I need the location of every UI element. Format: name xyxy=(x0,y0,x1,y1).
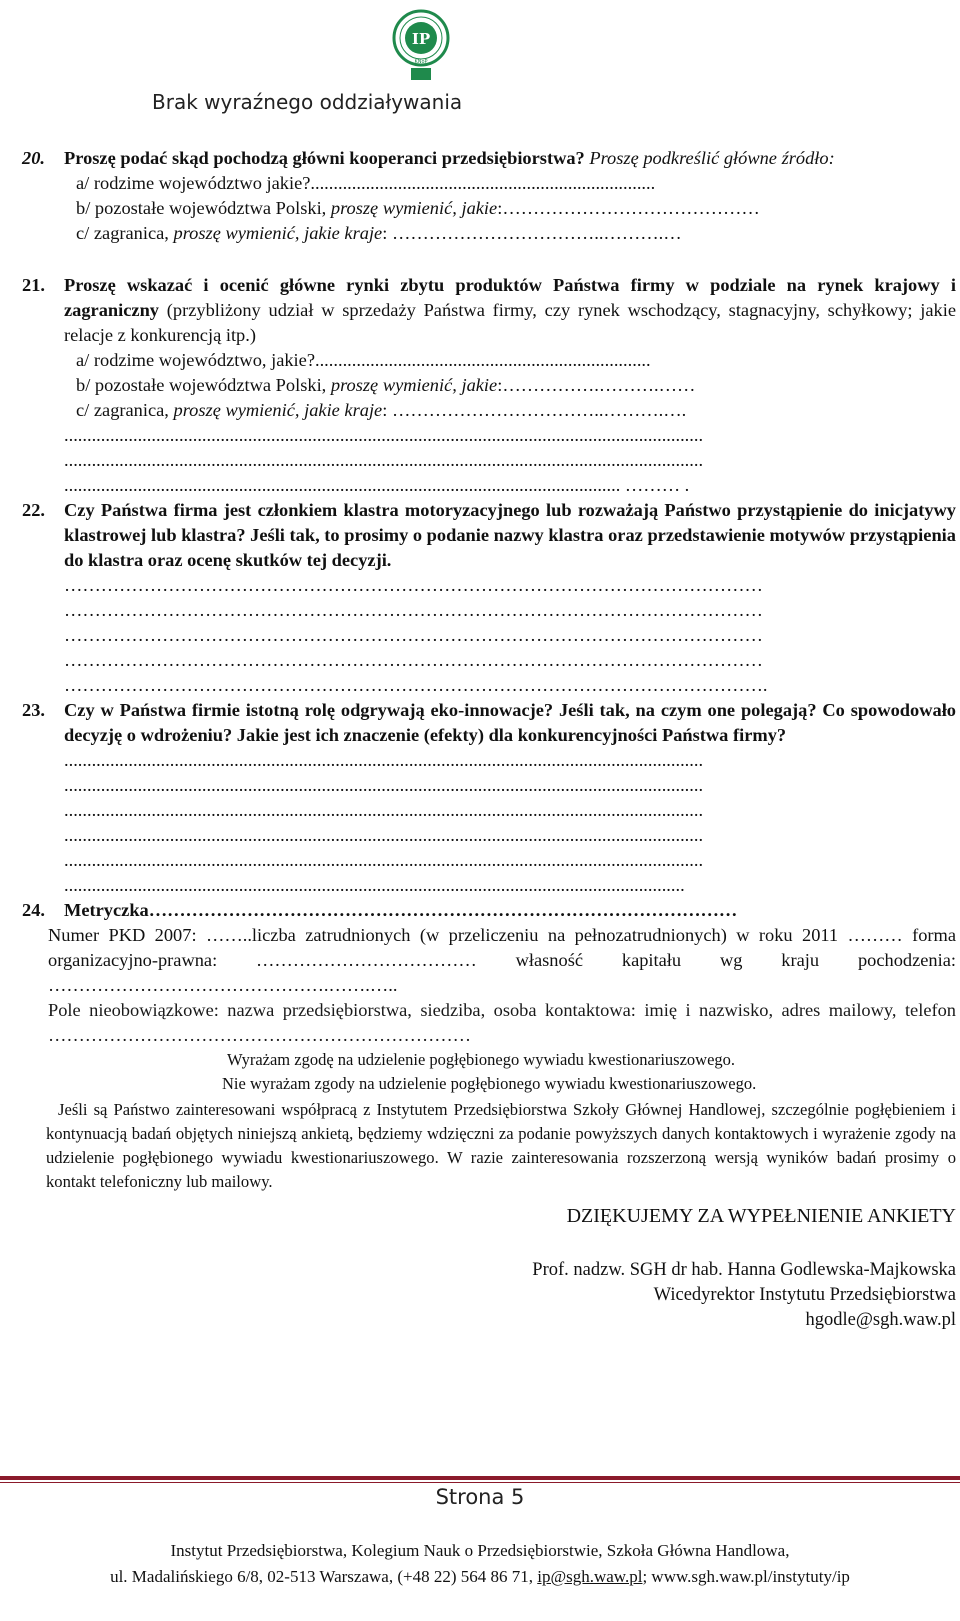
answer-line[interactable]: ......................................................................................................................... ……… . xyxy=(64,475,690,495)
question-number: 21. xyxy=(22,275,45,295)
answer-line-c[interactable] xyxy=(64,221,956,246)
page-number: Strona 5 xyxy=(435,1485,525,1509)
answer-line[interactable]: …………………………………………………………………………………………………… xyxy=(64,650,763,670)
question-number: 23. xyxy=(22,700,45,720)
signature-block xyxy=(22,1258,956,1333)
answer-hint: proszę wymienić, jakie kraje xyxy=(173,400,383,420)
svg-text:KNoP: KNoP xyxy=(414,59,428,65)
consent-yes-option[interactable]: Wyrażam zgodę na udzielenie pogłębionego wywiadu kwestionariuszowego. xyxy=(227,1050,736,1069)
question-number: 24. xyxy=(22,900,45,920)
answer-line-c[interactable] xyxy=(64,398,956,423)
question-instruction: Proszę podkreślić główne źródło: xyxy=(584,148,835,168)
question-text: Proszę podać skąd pochodzą główni kooperanci przedsiębiorstwa? xyxy=(64,148,585,168)
answer-dots: : ……………………………..……….…. xyxy=(382,400,687,420)
signatory-role: Wicedyrektor Instytutu Przedsiębiorstwa xyxy=(653,1285,956,1305)
answer-line[interactable]: ........................................................................................................................................... xyxy=(64,800,704,820)
answer-label: b/ pozostałe województwa Polski, xyxy=(76,375,331,395)
answer-line-b[interactable] xyxy=(64,373,956,398)
question-number: 22. xyxy=(22,500,45,520)
answer-dots: : ……………………………..……….… xyxy=(382,223,682,243)
answer-line-b[interactable] xyxy=(64,196,956,221)
question-21 xyxy=(22,273,956,498)
question-text: Czy w Państwa firmie istotną rolę odgrywają eko-innowacje? Jeśli tak, na czym one polegają? Co spowodowało decyzję o wdrożeniu? Jakie jest ich znaczenie (efekty) dla konkurencyjności Państwa firmy? xyxy=(64,700,956,745)
answer-line[interactable]: ........................................................................................................................................... xyxy=(64,775,704,795)
answer-line-a[interactable]: a/ rodzime województwo jakie?........................................................................... xyxy=(76,173,656,193)
question-23 xyxy=(22,698,956,898)
institute-logo xyxy=(391,4,451,84)
answer-hint: proszę wymienić, jakie xyxy=(330,375,498,395)
signatory-email[interactable]: hgodle@sgh.waw.pl xyxy=(805,1310,956,1330)
footer-line-2 xyxy=(0,1564,960,1590)
footer-address: ul. Madalińskiego 6/8, 02-513 Warszawa, (+48 22) 564 86 71, xyxy=(110,1567,538,1586)
consent-no-option[interactable]: Nie wyrażam zgody na udzielenie pogłębionego wywiadu kwestionariuszowego. xyxy=(222,1074,757,1093)
answer-label: c/ zagranica, xyxy=(76,400,174,420)
answer-hint: proszę wymienić, jakie kraje xyxy=(173,223,383,243)
answer-line[interactable]: ……………………………………………………………………………………………………. xyxy=(64,675,768,695)
question-22 xyxy=(22,498,956,698)
answer-line[interactable]: ........................................................................................................................................... xyxy=(64,750,704,770)
answer-dots: :…………….……….…… xyxy=(497,375,696,395)
footer-email-link[interactable]: ip@sgh.waw.pl xyxy=(537,1567,643,1586)
cooperation-note: Jeśli są Państwo zainteresowani współpracą z Instytutem Przedsiębiorstwa Szkoły Głównej Handlowej, szczególnie pogłębieniem i kontynuacją badań objętych niniejszą ankietą, będziemy wdzięczni za podanie powyższych danych kontaktowych i wyrażenie zgody na udzielenie pogłębionego wywiadu kwestionariuszowego. W razie zainteresowania rozszerzoną wersją wyników badań prosimy o kontakt telefoniczny lub mailowy. xyxy=(46,1100,956,1191)
header-title: Brak wyraźnego oddziaływania xyxy=(152,90,463,114)
footer-website: ; www.sgh.waw.pl/instytuty/ip xyxy=(642,1567,850,1586)
answer-line[interactable]: ....................................................................................................................................... xyxy=(64,875,685,895)
metryczka-title: Metryczka…………………………………………………………………………………… xyxy=(64,900,738,920)
question-20 xyxy=(22,146,956,246)
metryczka-body[interactable]: Numer PKD 2007: ……..liczba zatrudnionych (w przeliczeniu na pełnozatrudnionych) w roku 2011 ……… forma organizacyjno-prawna: ……………………………… własność kapitału wg kraju pochodzenia: ……………………………………….…….….. xyxy=(48,925,956,995)
svg-text:IP: IP xyxy=(411,30,431,48)
question-note: (przybliżony udział w sprzedaży Państwa firmy, czy rynek wschodzący, stagnacyjny, schyłkowy; jakie relacje z konkurencją itp.) xyxy=(64,300,956,345)
answer-line[interactable]: …………………………………………………………………………………………………… xyxy=(64,575,763,595)
answer-line[interactable]: ........................................................................................................................................... xyxy=(64,425,704,445)
answer-line[interactable]: …………………………………………………………………………………………………… xyxy=(64,600,763,620)
answer-label: c/ zagranica, xyxy=(76,223,174,243)
footer-line-1: Instytut Przedsiębiorstwa, Kolegium Nauk o Przedsiębiorstwie, Szkoła Główna Handlowa, xyxy=(170,1541,790,1560)
answer-hint: proszę wymienić, jakie xyxy=(330,198,498,218)
answer-line[interactable]: ........................................................................................................................................... xyxy=(64,850,704,870)
answer-line[interactable]: …………………………………………………………………………………………………… xyxy=(64,625,763,645)
optional-fields[interactable]: Pole nieobowiązkowe: nazwa przedsiębiorstwa, siedziba, osoba kontaktowa: imię i nazwisko, adres mailowy, telefon …………………………………………………………… xyxy=(48,1000,956,1045)
answer-line-a[interactable]: a/ rodzime województwo, jakie?......................................................................... xyxy=(76,350,651,370)
signatory-name: Prof. nadzw. SGH dr hab. Hanna Godlewska-Majkowska xyxy=(532,1260,956,1280)
footer xyxy=(0,1538,960,1590)
answer-line[interactable]: ........................................................................................................................................... xyxy=(64,825,704,845)
question-24 xyxy=(22,898,956,1048)
answer-dots: :…………………………………… xyxy=(497,198,760,218)
answer-label: b/ pozostałe województwa Polski, xyxy=(76,198,331,218)
questionnaire-content xyxy=(22,146,956,1333)
thanks-message: DZIĘKUJEMY ZA WYPEŁNIENIE ANKIETY xyxy=(566,1205,956,1227)
question-text: Czy Państwa firma jest członkiem klastra motoryzacyjnego lub rozważają Państwo przystąpienie do inicjatywy klastrowej lub klastra? Jeśli tak, to prosimy o podanie nazwy klastra oraz przedstawienie motywów przystąpienia do klastra oraz ocenę skutków tej decyzji. xyxy=(64,500,956,570)
answer-line[interactable]: ........................................................................................................................................... xyxy=(64,450,704,470)
question-number: 20. xyxy=(22,148,45,168)
footer-rule xyxy=(0,1476,960,1480)
question-text: Proszę wskazać i ocenić główne rynki zbytu produktów Państwa firmy w podziale na rynek krajowy i zagraniczny xyxy=(64,275,956,320)
